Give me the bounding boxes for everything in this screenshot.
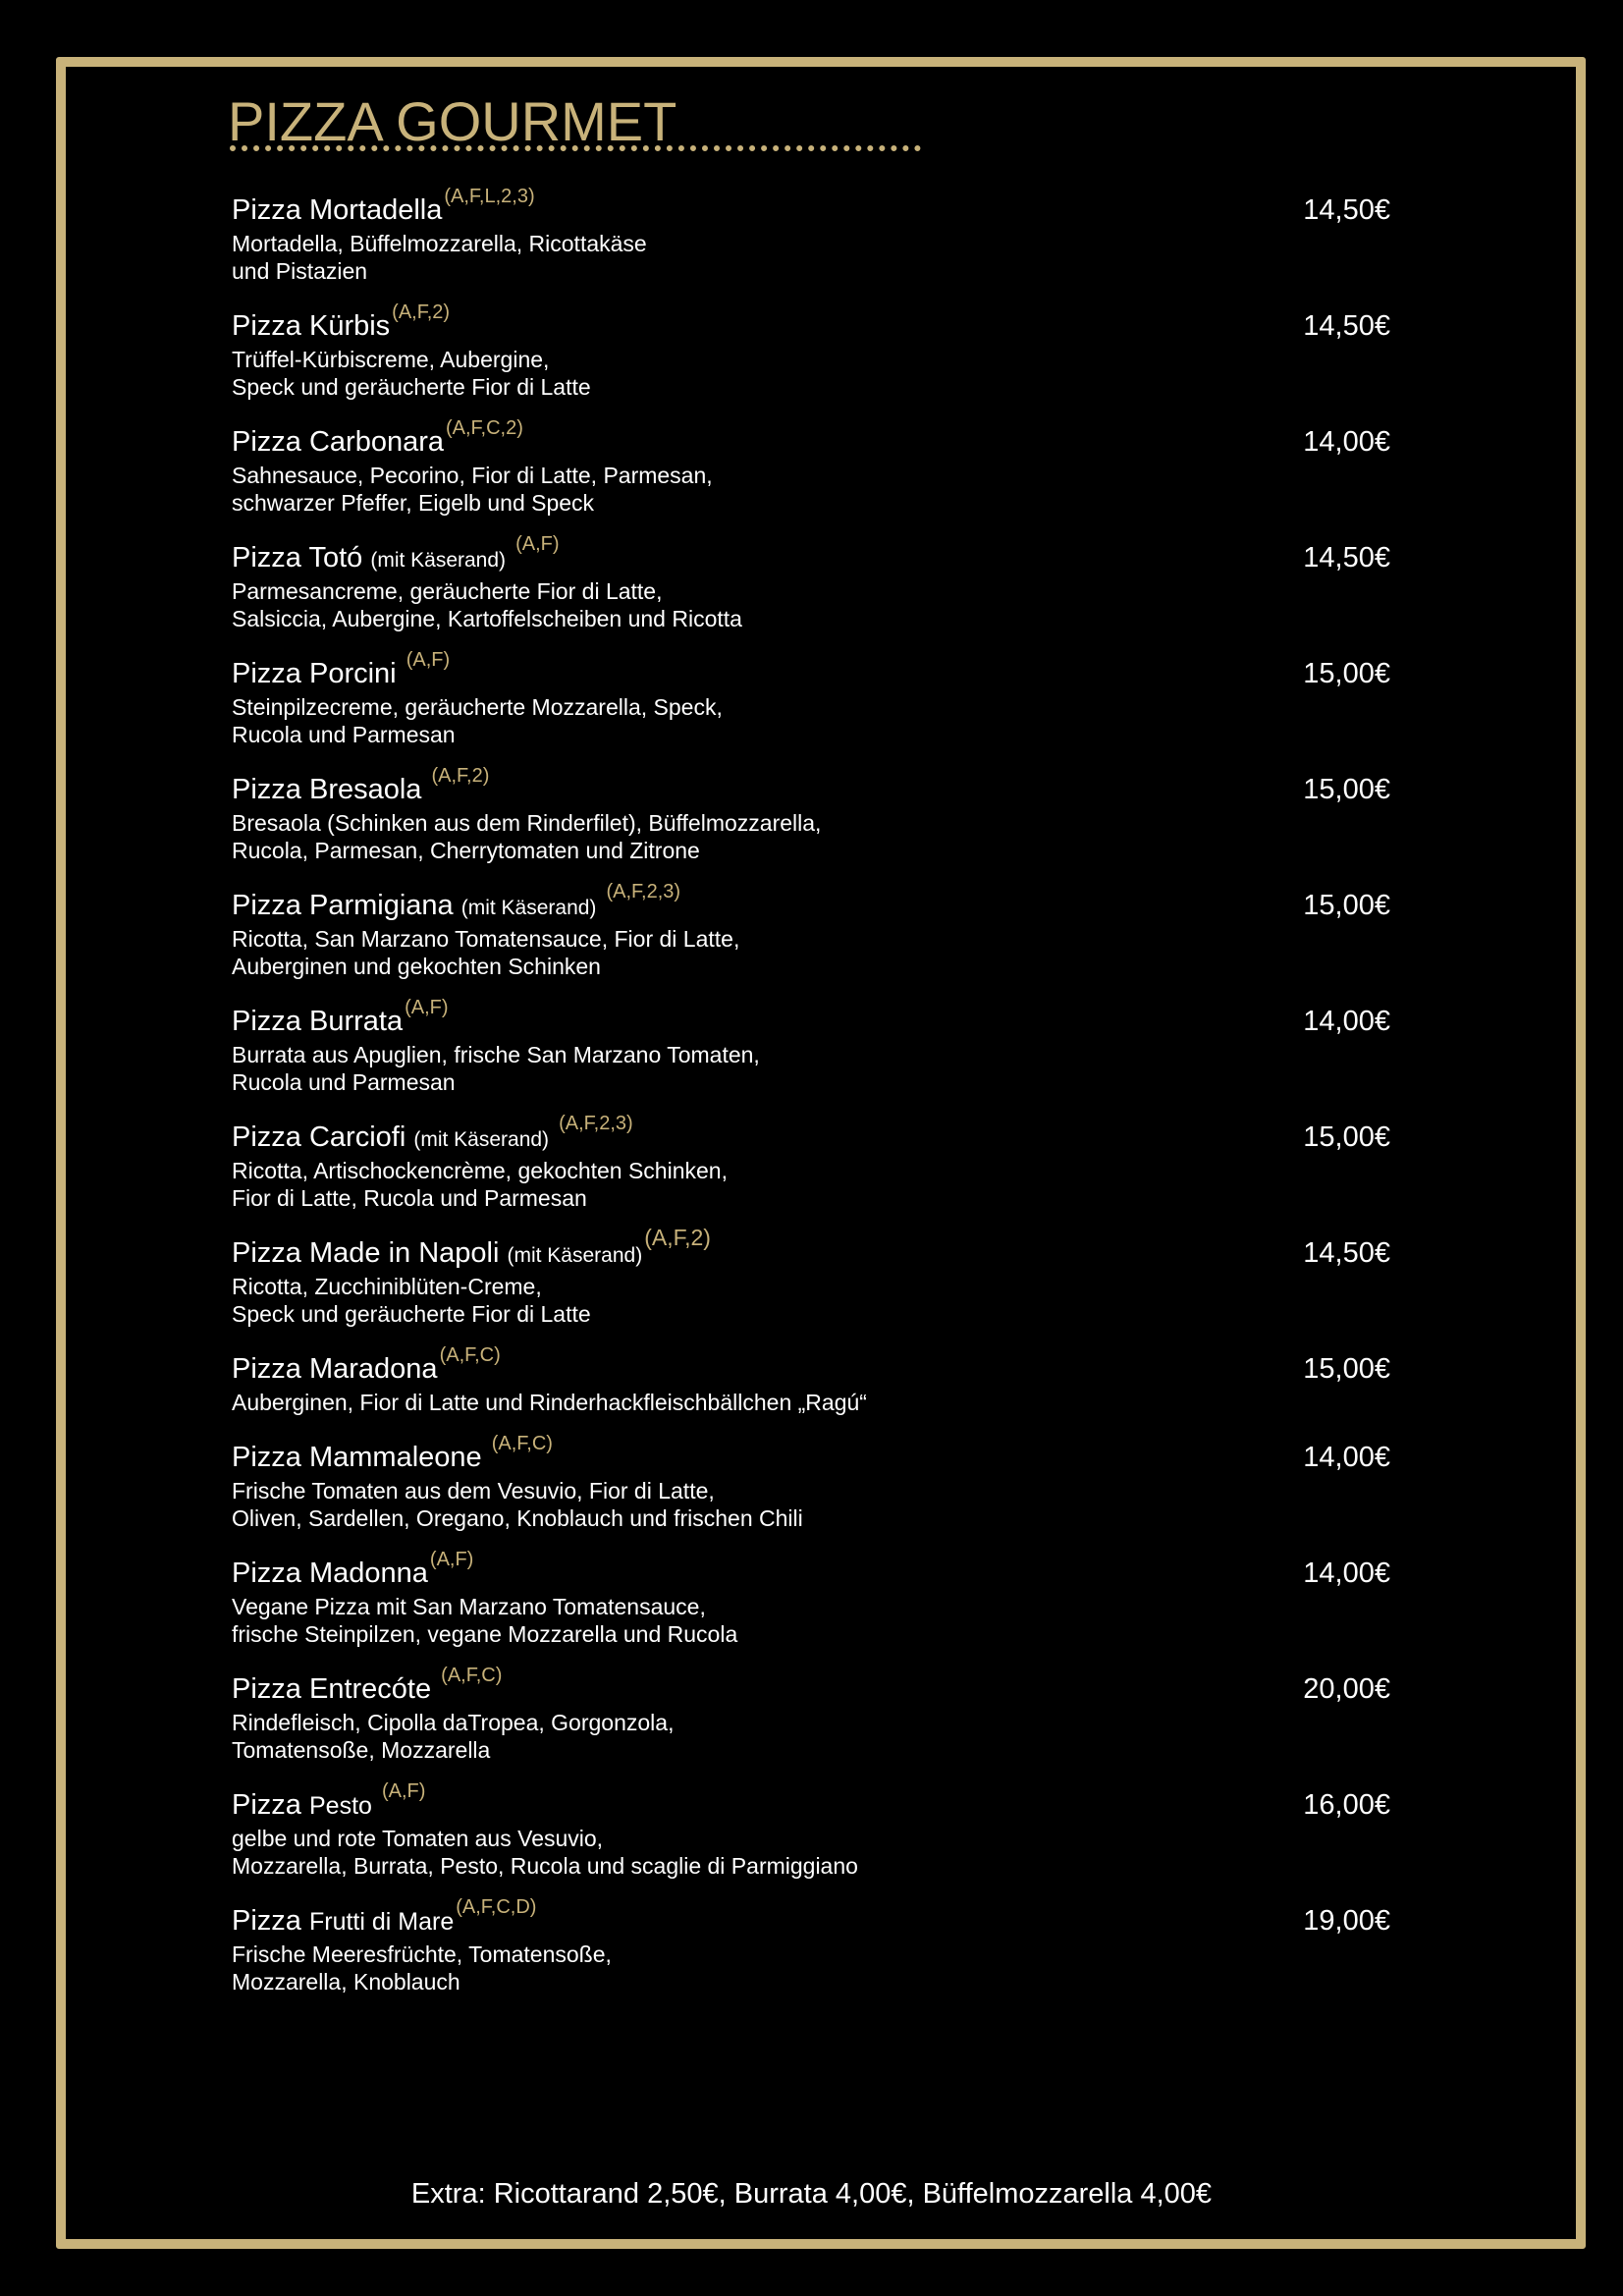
item-name: Pizza Mortadella bbox=[232, 194, 443, 226]
item-desc-line-1: Steinpilzecreme, geräucherte Mozzarella, Speck, bbox=[232, 694, 723, 720]
menu-item bbox=[232, 1429, 1390, 1545]
item-desc-line-1: Frische Meeresfrüchte, Tomatensoße, bbox=[232, 1941, 612, 1967]
item-name-line bbox=[232, 1545, 1390, 1588]
item-description bbox=[232, 230, 1390, 285]
item-description bbox=[232, 1041, 1390, 1096]
item-desc-line-1: Auberginen, Fior di Latte und Rinderhackfleischbällchen „Ragú“ bbox=[232, 1390, 867, 1415]
item-desc-line-2: Fior di Latte, Rucola und Parmesan bbox=[232, 1185, 587, 1211]
item-note: (mit Käserand) bbox=[507, 1244, 643, 1267]
menu-item bbox=[232, 1777, 1390, 1892]
menu-item bbox=[232, 761, 1390, 877]
item-price: 15,00€ bbox=[1303, 1121, 1390, 1153]
item-name-line bbox=[232, 1225, 1390, 1268]
menu-item bbox=[232, 1892, 1390, 2008]
item-desc-line-2: Tomatensoße, Mozzarella bbox=[232, 1737, 491, 1763]
item-allergens: (A,F,C,2) bbox=[446, 417, 523, 439]
item-allergens: (A,F,2) bbox=[644, 1225, 711, 1250]
item-allergens: (A,F,L,2,3) bbox=[444, 186, 535, 207]
item-name: Pizza Carbonara bbox=[232, 426, 444, 458]
item-note: (mit Käserand) bbox=[370, 549, 507, 572]
item-price: 14,00€ bbox=[1303, 426, 1390, 458]
item-note: Frutti di Mare bbox=[308, 1908, 455, 1936]
menu-item bbox=[232, 182, 1390, 298]
menu-item bbox=[232, 993, 1390, 1109]
item-name: Pizza Parmigiana bbox=[232, 890, 454, 921]
menu-item bbox=[232, 1225, 1390, 1340]
item-name: Pizza Madonna bbox=[232, 1558, 428, 1589]
item-name: Pizza bbox=[232, 1789, 301, 1821]
item-price: 14,50€ bbox=[1303, 542, 1390, 574]
item-desc-line-2: Speck und geräucherte Fior di Latte bbox=[232, 1301, 591, 1327]
item-price: 15,00€ bbox=[1303, 658, 1390, 689]
item-price: 15,00€ bbox=[1303, 1353, 1390, 1385]
item-description bbox=[232, 809, 1390, 864]
item-name: Pizza Kürbis bbox=[232, 310, 391, 342]
menu-item bbox=[232, 645, 1390, 761]
item-allergens: (A,F) bbox=[406, 649, 451, 671]
item-desc-line-2: Rucola, Parmesan, Cherrytomaten und Zitrone bbox=[232, 838, 700, 863]
item-name-line bbox=[232, 529, 1390, 573]
item-description bbox=[232, 462, 1390, 517]
item-note: (mit Käserand) bbox=[413, 1128, 550, 1151]
item-name: Pizza Carciofi bbox=[232, 1121, 406, 1153]
item-desc-line-1: Burrata aus Apuglien, frische San Marzano Tomaten, bbox=[232, 1042, 760, 1067]
menu-title: PIZZA GOURMET bbox=[228, 90, 677, 152]
item-description bbox=[232, 925, 1390, 980]
item-desc-line-1: Trüffel-Kürbiscreme, Aubergine, bbox=[232, 347, 550, 372]
item-name: Pizza Mammaleone bbox=[232, 1442, 482, 1473]
item-name-line bbox=[232, 993, 1390, 1036]
item-name: Pizza Bresaola bbox=[232, 774, 422, 805]
item-desc-line-1: Sahnesauce, Pecorino, Fior di Latte, Parmesan, bbox=[232, 463, 713, 488]
item-description bbox=[232, 1477, 1390, 1532]
item-desc-line-1: Parmesancreme, geräucherte Fior di Latte, bbox=[232, 578, 663, 604]
item-allergens: (A,F,2,3) bbox=[606, 881, 681, 902]
item-description bbox=[232, 1709, 1390, 1764]
item-note: (mit Käserand) bbox=[460, 897, 597, 919]
menu-item bbox=[232, 1661, 1390, 1777]
item-description bbox=[232, 1157, 1390, 1212]
item-desc-line-2: Mozzarella, Burrata, Pesto, Rucola und scaglie di Parmiggiano bbox=[232, 1853, 858, 1879]
item-description bbox=[232, 346, 1390, 401]
item-allergens: (A,F) bbox=[405, 997, 449, 1018]
item-name-line bbox=[232, 645, 1390, 688]
item-name-line bbox=[232, 413, 1390, 457]
item-price: 14,50€ bbox=[1303, 194, 1390, 226]
menu-item bbox=[232, 529, 1390, 645]
item-name: Pizza Totó bbox=[232, 542, 363, 574]
item-allergens: (A,F) bbox=[381, 1780, 426, 1802]
item-desc-line-2: und Pistazien bbox=[232, 258, 368, 284]
item-desc-line-2: frische Steinpilzen, vegane Mozzarella und Rucola bbox=[232, 1621, 738, 1647]
item-desc-line-1: Frische Tomaten aus dem Vesuvio, Fior di Latte, bbox=[232, 1478, 715, 1503]
item-allergens: (A,F,2,3) bbox=[559, 1113, 633, 1134]
item-name-line bbox=[232, 298, 1390, 341]
item-allergens: (A,F) bbox=[515, 533, 560, 555]
title-dotted-underline bbox=[230, 145, 921, 151]
item-description bbox=[232, 1941, 1390, 1995]
item-description bbox=[232, 1273, 1390, 1328]
item-name-line bbox=[232, 182, 1390, 225]
item-desc-line-2: Auberginen und gekochten Schinken bbox=[232, 954, 601, 979]
item-desc-line-1: Ricotta, Zucchiniblüten-Creme, bbox=[232, 1274, 542, 1299]
item-allergens: (A,F,2) bbox=[431, 765, 490, 787]
item-desc-line-1: Mortadella, Büffelmozzarella, Ricottakäse bbox=[232, 231, 647, 256]
item-desc-line-2: Mozzarella, Knoblauch bbox=[232, 1969, 460, 1995]
item-price: 16,00€ bbox=[1303, 1789, 1390, 1821]
item-desc-line-2: Speck und geräucherte Fior di Latte bbox=[232, 374, 591, 400]
item-allergens: (A,F,2) bbox=[392, 301, 451, 323]
item-name-line bbox=[232, 1892, 1390, 1936]
item-desc-line-2: Salsiccia, Aubergine, Kartoffelscheiben und Ricotta bbox=[232, 606, 742, 631]
item-price: 14,00€ bbox=[1303, 1442, 1390, 1473]
item-desc-line-2: Rucola und Parmesan bbox=[232, 722, 456, 747]
menu-item bbox=[232, 1340, 1390, 1429]
menu-item bbox=[232, 877, 1390, 993]
item-name-line bbox=[232, 1109, 1390, 1152]
item-name-line bbox=[232, 877, 1390, 920]
item-name: Pizza Made in Napoli bbox=[232, 1237, 500, 1269]
item-allergens: (A,F,C) bbox=[441, 1665, 503, 1686]
item-allergens: (A,F,C,D) bbox=[456, 1896, 537, 1918]
extras-note: Extra: Ricottarand 2,50€, Burrata 4,00€, Büffelmozzarella 4,00€ bbox=[410, 2178, 1213, 2210]
item-desc-line-1: Ricotta, Artischockencrème, gekochten Schinken, bbox=[232, 1158, 728, 1183]
item-desc-line-2: schwarzer Pfeffer, Eigelb und Speck bbox=[232, 490, 595, 516]
item-name-line bbox=[232, 1340, 1390, 1384]
item-price: 20,00€ bbox=[1303, 1673, 1390, 1705]
item-name-line bbox=[232, 1429, 1390, 1472]
item-price: 14,50€ bbox=[1303, 1237, 1390, 1269]
pizza-list bbox=[232, 182, 1390, 2008]
item-name-line bbox=[232, 761, 1390, 804]
item-name-line bbox=[232, 1777, 1390, 1820]
item-desc-line-2: Oliven, Sardellen, Oregano, Knoblauch und frischen Chili bbox=[232, 1505, 803, 1531]
item-price: 14,00€ bbox=[1303, 1006, 1390, 1037]
item-desc-line-1: Vegane Pizza mit San Marzano Tomatensauce, bbox=[232, 1594, 706, 1619]
menu-item bbox=[232, 413, 1390, 529]
item-name: Pizza Maradona bbox=[232, 1353, 438, 1385]
item-description bbox=[232, 693, 1390, 748]
item-name: Pizza bbox=[232, 1905, 301, 1937]
item-desc-line-1: Bresaola (Schinken aus dem Rinderfilet), Büffelmozzarella, bbox=[232, 810, 822, 836]
item-price: 14,00€ bbox=[1303, 1558, 1390, 1589]
item-description bbox=[232, 1389, 1390, 1416]
item-price: 15,00€ bbox=[1303, 890, 1390, 921]
item-description bbox=[232, 1825, 1390, 1880]
item-note: Pesto bbox=[308, 1792, 372, 1820]
item-allergens: (A,F,C) bbox=[439, 1344, 501, 1366]
item-description bbox=[232, 1593, 1390, 1648]
item-price: 19,00€ bbox=[1303, 1905, 1390, 1937]
item-name: Pizza Burrata bbox=[232, 1006, 404, 1037]
item-desc-line-1: Rindefleisch, Cipolla daTropea, Gorgonzola, bbox=[232, 1710, 675, 1735]
menu-item bbox=[232, 298, 1390, 413]
item-allergens: (A,F) bbox=[429, 1549, 474, 1570]
item-price: 15,00€ bbox=[1303, 774, 1390, 805]
item-desc-line-1: Ricotta, San Marzano Tomatensauce, Fior di Latte, bbox=[232, 926, 740, 952]
menu-item bbox=[232, 1109, 1390, 1225]
item-price: 14,50€ bbox=[1303, 310, 1390, 342]
item-desc-line-1: gelbe und rote Tomaten aus Vesuvio, bbox=[232, 1826, 604, 1851]
item-name-line bbox=[232, 1661, 1390, 1704]
item-name: Pizza Porcini bbox=[232, 658, 397, 689]
item-allergens: (A,F,C) bbox=[491, 1433, 553, 1454]
item-name: Pizza Entrecóte bbox=[232, 1673, 432, 1705]
menu-item bbox=[232, 1545, 1390, 1661]
item-desc-line-2: Rucola und Parmesan bbox=[232, 1069, 456, 1095]
item-description bbox=[232, 577, 1390, 632]
